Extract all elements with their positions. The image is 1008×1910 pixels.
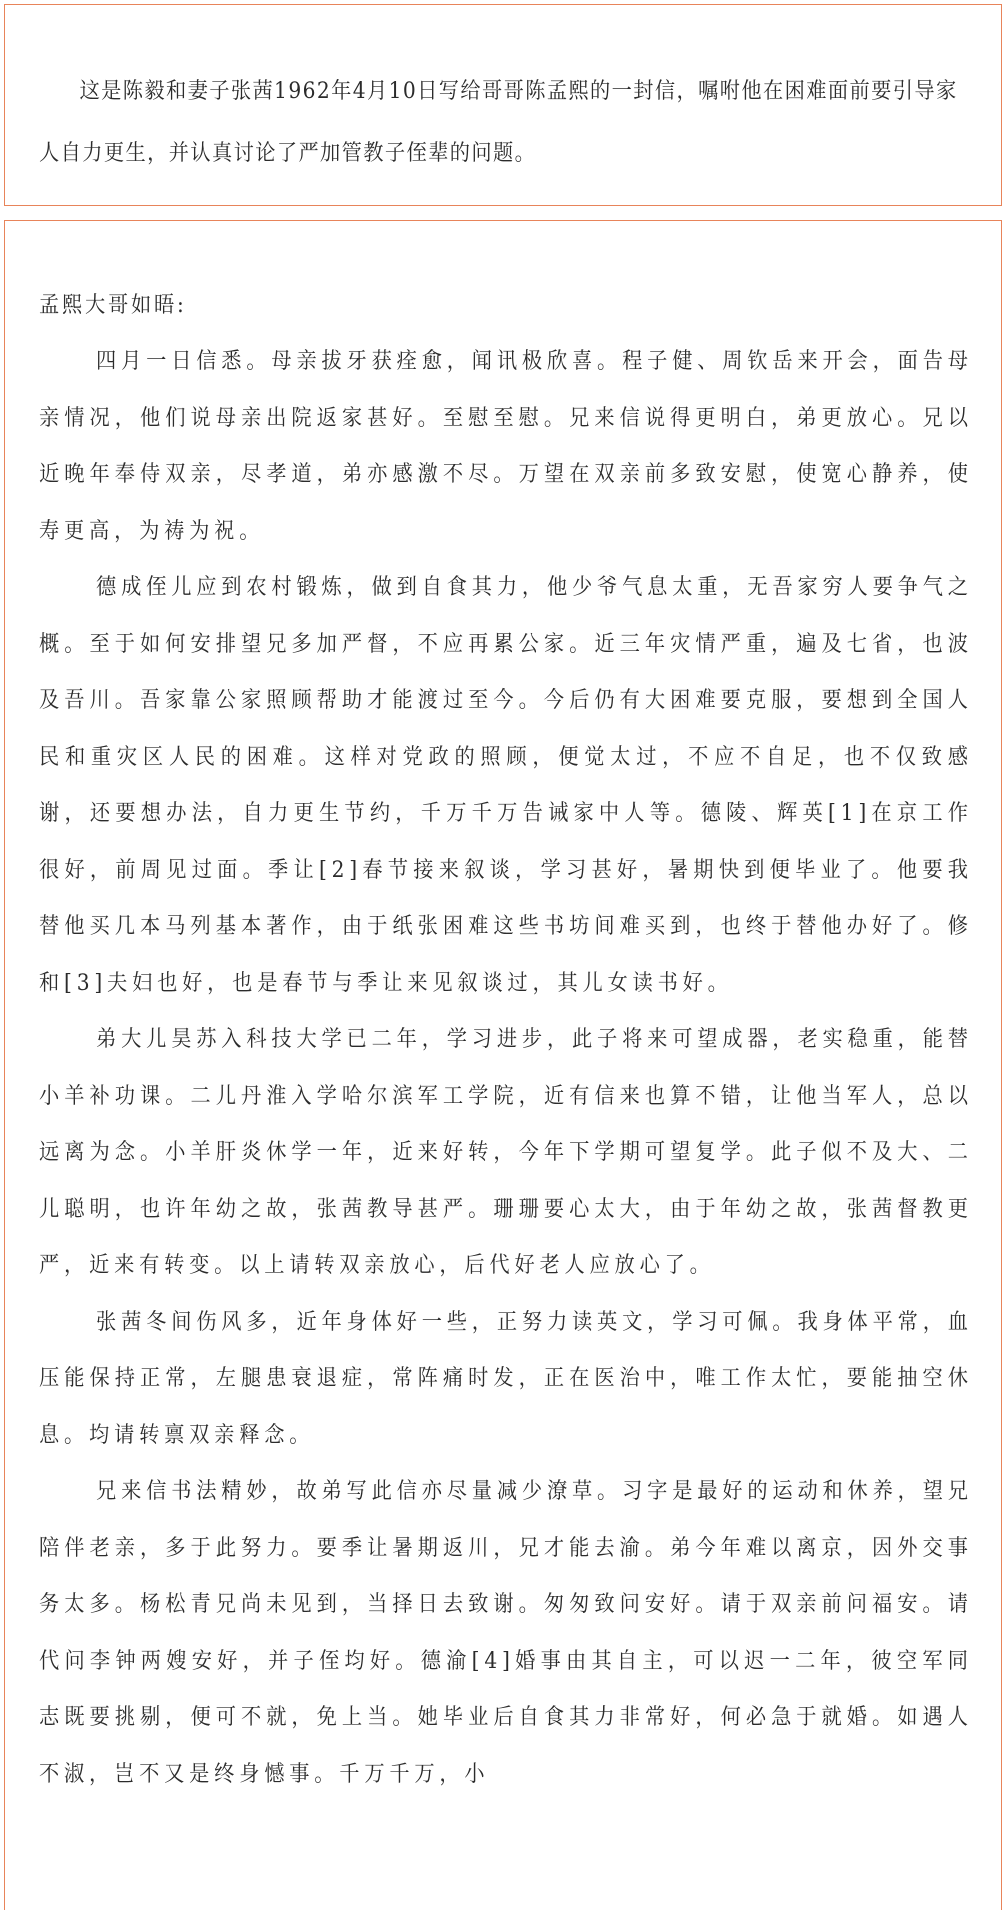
intro-box bbox=[4, 4, 1002, 206]
letter-paragraph-5: 兄来信书法精妙，故弟写此信亦尽量减少潦草。习字是最好的运动和休养，望兄陪伴老亲，多于此努力。要季让暑期返川，兄才能去渝。弟今年难以离京，因外交事务太多。杨松青兄尚未见到，当择日去致谢。匆匆致问安好。请于双亲前问福安。请代问李钟两嫂安好，并子侄均好。德渝[4]婚事由其自主，可以迟一二年，彼空军同志既要挑剔，便可不就，免上当。她毕业后自食其力非常好，何必急于就婚。如遇人不淑，岂不又是终身憾事。千万千万，小 bbox=[39, 1479, 973, 1787]
letter-box bbox=[4, 220, 1002, 1910]
letter-paragraph-4: 张茜冬间伤风多，近年身体好一些，正努力读英文，学习可佩。我身体平常，血压能保持正常，左腿患衰退症，常阵痛时发，正在医治中，唯工作太忙，要能抽空休息。均请转禀双亲释念。 bbox=[39, 1309, 973, 1448]
letter-salutation: 孟熙大哥如晤: bbox=[39, 293, 187, 318]
letter-paragraph-3: 弟大儿昊苏入科技大学已二年，学习进步，此子将来可望成器，老实稳重，能替小羊补功课。二儿丹淮入学哈尔滨军工学院，近有信来也算不错，让他当军人，总以远离为念。小羊肝炎休学一年，近来好转，今年下学期可望复学。此子似不及大、二儿聪明，也许年幼之故，张茜教导甚严。珊珊要心太大，由于年幼之故，张茜督教更严，近来有转变。以上请转双亲放心，后代好老人应放心了。 bbox=[39, 1027, 973, 1278]
letter-paragraph-1: 四月一日信悉。母亲拔牙获痊愈，闻讯极欣喜。程子健、周钦岳来开会，面告母亲情况，他们说母亲出院返家甚好。至慰至慰。兄来信说得更明白，弟更放心。兄以近晚年奉侍双亲，尽孝道，弟亦感激不尽。万望在双亲前多致安慰，使宽心静养，使寿更高，为祷为祝。 bbox=[39, 349, 973, 544]
letter-paragraph-2: 德成侄儿应到农村锻炼，做到自食其力，他少爷气息太重，无吾家穷人要争气之概。至于如何安排望兄多加严督，不应再累公家。近三年灾情严重，遍及七省，也波及吾川。吾家靠公家照顾帮助才能渡过至今。今后仍有大困难要克服，要想到全国人民和重灾区人民的困难。这样对党政的照顾，便觉太过，不应不自足，也不仅致感谢，还要想办法，自力更生节约，千万千万告诫家中人等。德陵、辉英[1]在京工作很好，前周见过面。季让[2]春节接来叙谈，学习甚好，暑期快到便毕业了。他要我替他买几本马列基本著作，由于纸张困难这些书坊间难买到，也终于替他办好了。修和[3]夫妇也好，也是春节与季让来见叙谈过，其儿女读书好。 bbox=[39, 575, 973, 996]
intro-paragraph: 这是陈毅和妻子张茜1962年4月10日写给哥哥陈孟熙的一封信，嘱咐他在困难面前要引导家人自力更生，并认真讨论了严加管教子侄辈的问题。 bbox=[39, 79, 958, 166]
